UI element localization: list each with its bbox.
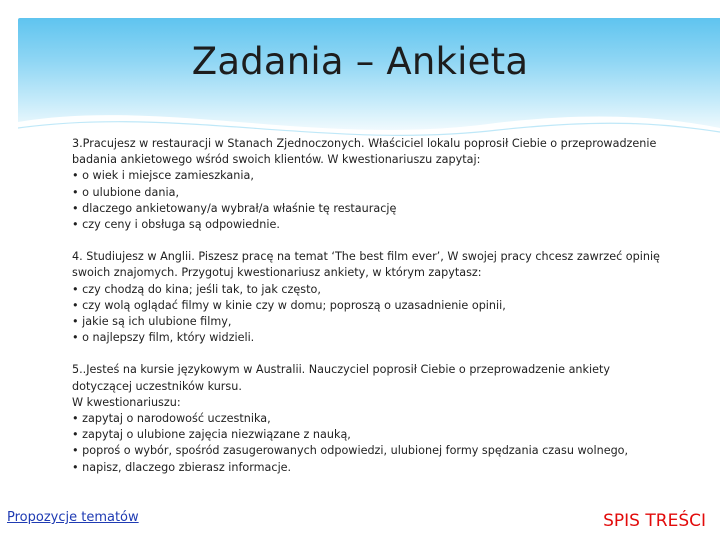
task-5-intro: 5..Jesteś na kursie językowym w Australii. Nauczyciel poprosił Ciebie o przeprowadzenie ankiety dotyczącej uczestników kursu.: [72, 363, 611, 393]
list-item: • o wiek i miejsce zamieszkania,: [72, 168, 672, 184]
list-item: • poproś o wybór, spośród zasugerowanych odpowiedzi, ulubionej formy spędzania czasu wolnego,: [72, 443, 672, 459]
task-3-intro: 3.Pracujesz w restauracji w Stanach Zjednoczonych. Właściciel lokalu poprosił Ciebie o przeprowadzenie badania ankietowego wśród swoich klientów. W kwestionariuszu zapytaj:: [72, 137, 657, 167]
topic-proposals-link[interactable]: Propozycje tematów: [7, 510, 139, 525]
task-3-bullets: [72, 168, 672, 233]
list-item: • czy chodzą do kina; jeśli tak, to jak często,: [72, 282, 672, 298]
list-item: • napisz, dlaczego zbierasz informacje.: [72, 460, 672, 476]
list-item: • dlaczego ankietowany/a wybrał/a właśnie tę restaurację: [72, 201, 672, 217]
list-item: • o najlepszy film, który widzieli.: [72, 330, 672, 346]
list-item: • jakie są ich ulubione filmy,: [72, 314, 672, 330]
task-3: [72, 136, 672, 233]
task-5-bullets: [72, 411, 672, 476]
page-title: Zadania – Ankieta: [191, 40, 529, 83]
list-item: • czy ceny i obsługa są odpowiednie.: [72, 217, 672, 233]
task-4-bullets: [72, 282, 672, 347]
list-item: • o ulubione dania,: [72, 185, 672, 201]
task-4-intro: 4. Studiujesz w Anglii. Piszesz pracę na temat ‘The best film ever’, W swojej pracy chcesz zawrzeć opinię swoich znajomych. Przygotuj kwestionariusz ankiety, w którym zapytasz:: [72, 250, 660, 280]
task-5: [72, 362, 672, 475]
table-of-contents-link[interactable]: SPIS TREŚCI: [603, 511, 706, 531]
list-item: • czy wolą oglądać filmy w kinie czy w domu; poproszą o uzasadnienie opinii,: [72, 298, 672, 314]
list-item: • zapytaj o narodowość uczestnika,: [72, 411, 672, 427]
task-5-intro-2: W kwestionariuszu:: [72, 395, 181, 409]
task-4: [72, 249, 672, 346]
task-content: [72, 136, 672, 492]
list-item: • zapytaj o ulubione zajęcia niezwiązane z nauką,: [72, 427, 672, 443]
